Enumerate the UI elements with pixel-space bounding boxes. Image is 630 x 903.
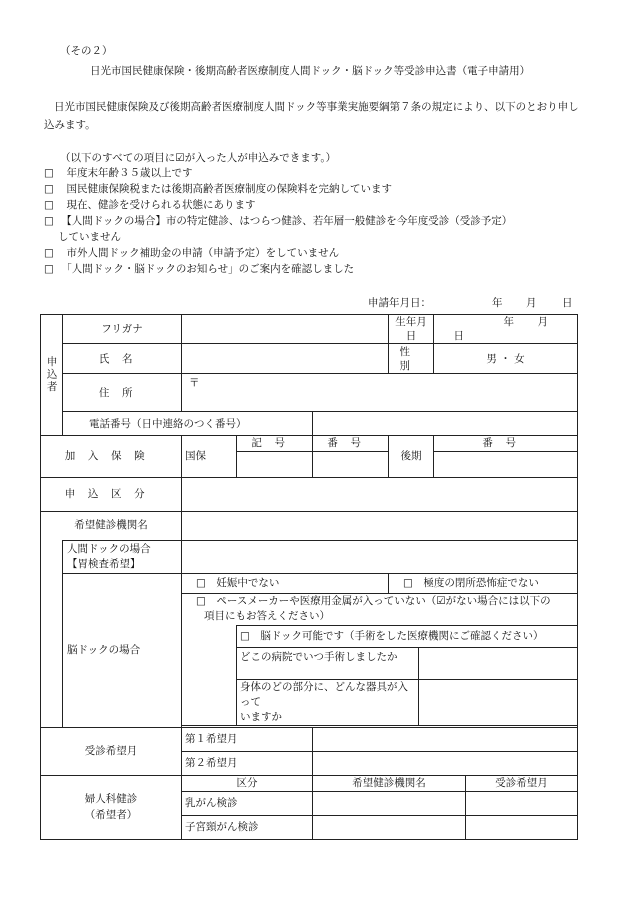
page-title: 日光市国民健康保険・後期高齢者医療制度人間ドック・脳ドック等受診申込書（電子申請用） [90,65,531,77]
bango-header: 番号 [313,436,389,451]
kouki-bango-input[interactable] [434,451,578,477]
condition-item: □ 国民健康保険税または後期高齢者医療制度の保険料を完納しています [44,183,392,195]
kigo-input[interactable] [237,451,313,477]
implant-question: 身体のどの部分に、どんな器具が入って いますか [237,679,419,725]
birthdate-input[interactable] [434,315,578,344]
name-label: 氏名 [63,344,182,374]
birth-year-label: 年 [503,316,515,328]
stomach-exam-input[interactable] [182,540,578,573]
application-date-month: 月 [526,297,537,309]
birth-month-label: 月 [537,316,549,328]
col-hospital: 希望健診機関名 [313,775,466,791]
name-input[interactable] [182,344,389,374]
gynecology-label: 婦人科健診 （希望者） [41,775,182,839]
applicant-label-cell [41,315,63,436]
stomach-exam-label: 【胃検査希望】 [67,557,141,570]
check-no-pacemaker[interactable]: □ ペースメーカーや医療用金属が入っていない（☑がない場合には以下の 項目にもお答えください） [182,593,578,625]
checkbox-icon[interactable]: □ [44,215,54,227]
check-not-claustrophobic[interactable]: □ 極度の閉所恐怖症でない [389,573,578,593]
application-date-label: 申請年月日： [368,297,431,309]
insurance-label: 加入保険 [41,436,182,477]
condition-item: □ 「人間ドック・脳ドックのお知らせ」のご案内を確認しました [44,263,355,275]
breast-hospital-input[interactable] [313,791,466,815]
furigana-label: フリガナ [63,315,182,344]
kouki-label: 後期 [389,436,434,477]
condition-item: □ 市外人間ドック補助金の申請（申請予定）をしていません [44,247,340,259]
condition-item: □ 年度末年齢３５歳以上です [44,167,193,179]
condition-item: □ 【人間ドックの場合】市の特定健診、はつらつ健診、若年層一般健診を今年度受診（受診予定） [44,215,513,227]
application-date-year: 年 [492,297,503,309]
category-label: 申込区分 [41,477,182,511]
application-form-table [40,314,578,840]
form-number: （その２） [60,45,113,57]
kigo-header: 記号 [237,436,313,451]
condition-item: □ 現在、健診を受けられる状態にあります [44,199,256,211]
second-choice-input[interactable] [313,751,578,775]
cervical-month-input[interactable] [466,815,578,839]
surgery-hospital-question: どこの病院でいつ手術しましたか [237,647,419,679]
check-brain-dock-possible[interactable]: □ 脳ドック可能です（手術をした医療機関にご確認ください） [237,625,578,647]
implant-answer[interactable] [419,679,578,725]
kouki-bango-header: 番号 [434,436,578,451]
postal-mark: 〒 [189,377,200,390]
checkbox-icon[interactable]: □ [44,183,54,195]
col-category: 区分 [182,775,313,791]
address-label: 住所 [63,374,182,412]
address-input[interactable] [182,374,578,412]
cervical-cancer-label: 子宮頸がん検診 [182,815,313,839]
hospital-input[interactable] [182,511,578,540]
breast-month-input[interactable] [466,791,578,815]
birthdate-label: 生年月日 [389,315,434,344]
sex-label: 性別 [389,344,434,374]
sex-select[interactable]: 男 ・ 女 [434,344,578,374]
checkbox-icon[interactable]: □ [44,263,54,275]
brain-dock-label: 脳ドックの場合 [63,573,182,727]
category-input[interactable] [182,477,578,511]
furigana-input[interactable] [182,315,389,344]
birth-day-label: 日 [453,330,465,343]
surgery-hospital-answer[interactable] [419,647,578,679]
check-not-pregnant[interactable]: □ 妊娠中でない [182,573,389,593]
second-choice-label: 第２希望月 [182,751,313,775]
checkbox-icon[interactable]: □ [44,199,54,211]
first-choice-input[interactable] [313,727,578,751]
ningen-dock-label: 人間ドックの場合 【胃検査希望】 [63,540,182,573]
cervical-hospital-input[interactable] [313,815,466,839]
intro-text: 日光市国民健康保険及び後期高齢者医療制度人間ドック等事業実施要綱第７条の規定により、以下のとおり申し込みます。 [44,101,579,131]
phone-input[interactable] [313,412,578,436]
condition-item-continued: していません [58,231,121,243]
checkbox-icon[interactable]: □ [44,247,54,259]
applicant-label: 申込者 [45,356,58,394]
checkbox-icon[interactable]: □ [44,167,54,179]
col-month: 受診希望月 [466,775,578,791]
conditions-lead: （以下のすべての項目に☑が入った人が申込みできます。） [60,152,337,164]
kokuho-label: 国保 [182,436,237,477]
application-date-day: 日 [562,297,573,309]
hospital-label: 希望健診機関名 [41,511,182,540]
preferred-month-label: 受診希望月 [41,727,182,775]
breast-cancer-label: 乳がん検診 [182,791,313,815]
phone-label: 電話番号（日中連絡のつく番号） [63,412,313,436]
first-choice-label: 第１希望月 [182,727,313,751]
bango-input[interactable] [313,451,389,477]
